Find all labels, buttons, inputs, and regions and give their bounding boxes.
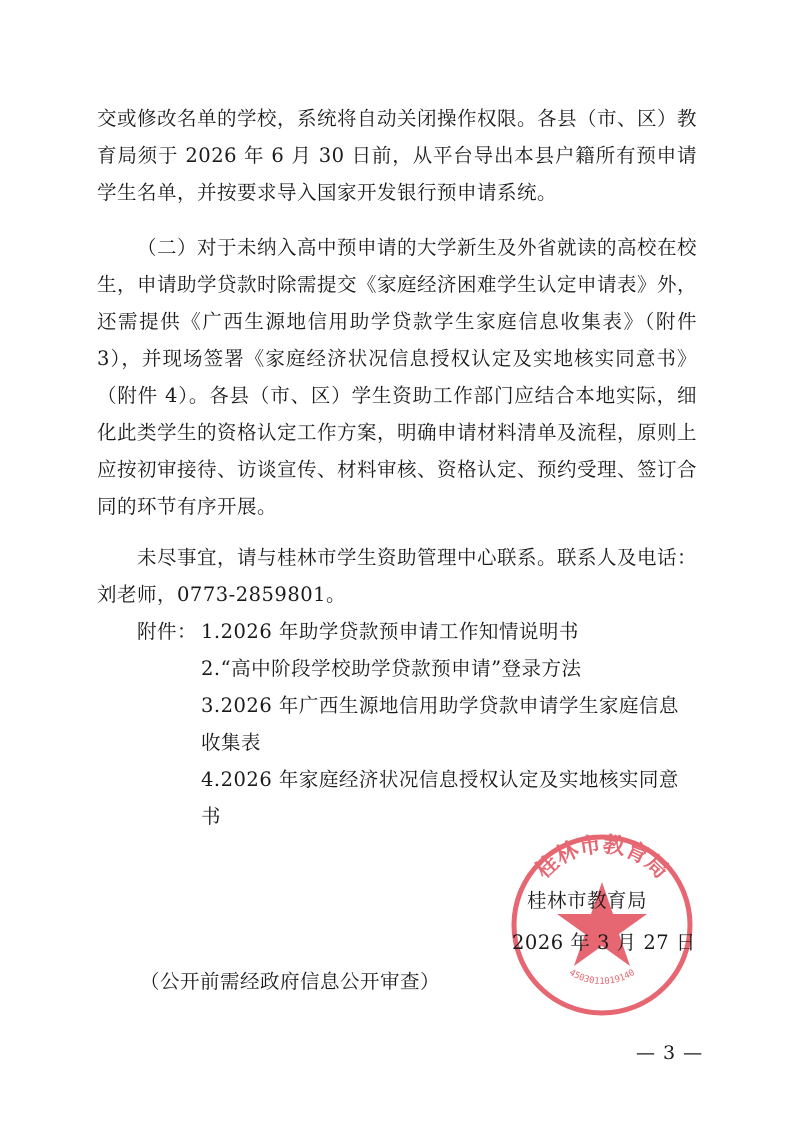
attachment-item-2: 2.“高中阶段学校助学贷款预申请”登录方法 bbox=[201, 657, 582, 680]
attachment-item-4: 4.2026 年家庭经济状况信息授权认定及实地核实同意书 bbox=[201, 768, 679, 828]
disclosure-note: （公开前需经政府信息公开审查） bbox=[140, 970, 441, 993]
seal-text: 桂林市教育局 bbox=[530, 831, 674, 884]
attachment-item-1: 1.2026 年助学贷款预申请工作知情说明书 bbox=[201, 620, 579, 643]
signing-date: 2026 年 3 月 27 日 bbox=[512, 931, 696, 954]
attachments-list bbox=[137, 613, 697, 835]
seal-code: 4503011019140 bbox=[567, 968, 637, 988]
attachment-row-3 bbox=[137, 687, 697, 761]
attachment-row-2 bbox=[137, 650, 697, 687]
attachment-row-1 bbox=[137, 613, 697, 650]
body-paragraph-1: 交或修改名单的学校，系统将自动关闭操作权限。各县（市、区）教育局须于 2026 年 6 月 30 日前，从平台导出本县户籍所有预申请学生名单，并按要求导入国家开发银行预申请系统。 bbox=[97, 107, 698, 204]
attachments-label: 附件： bbox=[137, 620, 198, 643]
attachment-row-4 bbox=[137, 761, 697, 835]
signing-organization: 桂林市教育局 bbox=[527, 889, 648, 912]
page-number: — 3 — bbox=[636, 1042, 704, 1064]
body-paragraph-3: 未尽事宜，请与桂林市学生资助管理中心联系。联系人及电话：刘老师，0773-2859801。 bbox=[97, 546, 698, 606]
attachment-item-3: 3.2026 年广西生源地信用助学贷款申请学生家庭信息收集表 bbox=[201, 694, 679, 754]
body-paragraph-2: （二）对于未纳入高中预申请的大学新生及外省就读的高校在校生，申请助学贷款时除需提交《家庭经济困难学生认定申请表》外，还需提供《广西生源地信用助学贷款学生家庭信息收集表》（附件 3），并现场签署《家庭经济状况信息授权认定及实地核实同意书》（附件 4）。各县（市、区）学生资助工作部门应结合本地实际，细化此类学生的资格认定工作方案，明确申请材料清单及流程，原则上应按初审接待、访谈宣传、材料审核、资格认定、预约受理、签订合同的环节有序开展。 bbox=[97, 236, 698, 518]
